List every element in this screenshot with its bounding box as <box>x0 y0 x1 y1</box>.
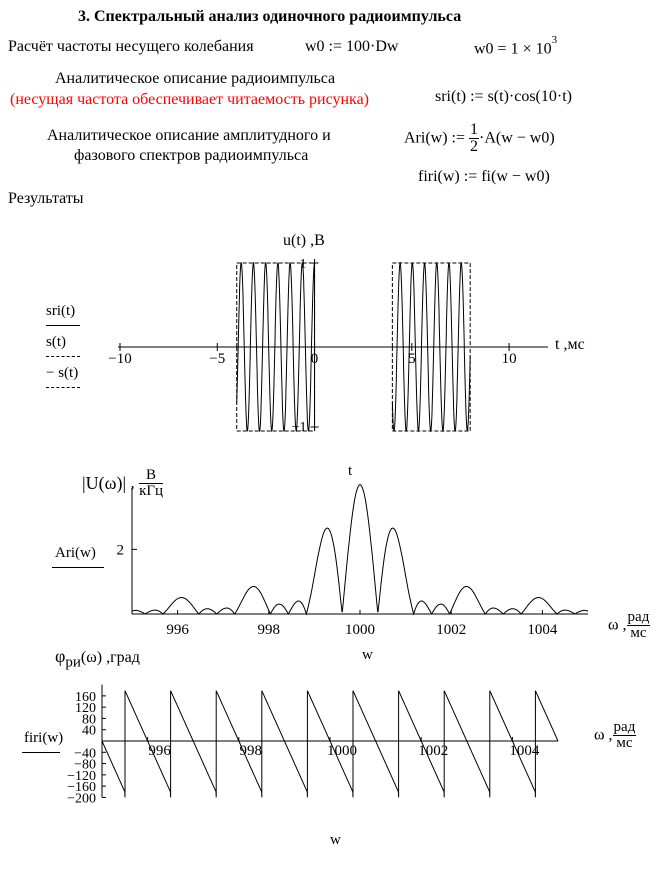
plot3-xtick-label: 1002 <box>418 743 449 759</box>
plot3-phase-spectrum <box>67 685 558 807</box>
plot3-ytick-label: −120 <box>67 768 96 784</box>
plot3-xlabel-prefix: ω , <box>594 726 613 744</box>
plot3-xtick-label: 998 <box>239 743 263 759</box>
results-label: Результаты <box>8 190 84 207</box>
ari-rhs: ·A(w − w0) <box>479 129 555 147</box>
plot2-xlabel-prefix: ω , <box>608 616 627 634</box>
plot2-top-var: t <box>348 463 353 479</box>
plot3-ytick-label: 40 <box>82 723 96 739</box>
plot3-xlabel-den: мс <box>616 735 633 751</box>
spectrum-label-2: фазового спектров радиоимпульса <box>74 147 309 164</box>
plot2-xtick-label: 1000 <box>345 622 375 638</box>
plot1-xtick-label: 5 <box>408 351 416 367</box>
plot1-xtick-label: 10 <box>501 351 517 367</box>
plot2-xlabel-num: рад <box>627 609 650 625</box>
plot2-ytick-label: 2 <box>116 542 124 559</box>
plot1-ytick-label: 1 <box>299 257 307 272</box>
plot3-ytick-label: −40 <box>74 746 96 762</box>
carrier-result-prefix: w0 = 1 × 10 <box>474 40 552 58</box>
plot1-ytick-label: −1 <box>291 420 307 435</box>
firi-formula[interactable]: firi(w) := fi(w − w0) <box>418 168 550 185</box>
plot3-bottom-var: w <box>330 832 341 848</box>
plot2-xtick-label: 996 <box>166 622 189 638</box>
plot2-xlabel-den: мс <box>630 625 647 641</box>
plot3-ylabel-rest: (ω) ,град <box>80 649 140 666</box>
plot3-ylabel-sub: ри <box>65 654 81 671</box>
plot3-ytick-label: 80 <box>82 712 96 728</box>
ari-lhs: Ari(w) := <box>404 129 466 147</box>
plot2-ylabel-num: В <box>139 468 163 484</box>
plot1-legend-s: s(t) <box>46 334 66 350</box>
plot2-ylabel-sep: , <box>130 474 135 492</box>
carrier-label: Расчёт частоты несущего колебания <box>8 38 254 55</box>
plot2-xtick-label: 1004 <box>527 622 558 638</box>
pulse-note: (несущая частота обеспечивает читаемость рисунка) <box>10 91 370 108</box>
plot2-amplitude-spectrum <box>117 485 589 638</box>
spectrum-label-1: Аналитическое описание амплитудного и <box>47 127 331 144</box>
plot2-ylabel: |U(ω)| , $\frac{В}{\text{кГц}}$ <box>82 467 164 499</box>
carrier-def[interactable]: w0 := 100·Dw <box>305 38 399 55</box>
plot3-legend: firi(w) <box>24 730 64 746</box>
plot2-ylabel-abs: U(ω) <box>85 473 123 493</box>
pulse-formula[interactable]: sri(t) := s(t)·cos(10·t) <box>435 88 572 105</box>
plot1-ylabel: u(t) ,В <box>283 232 325 249</box>
plot2-ylabel-den: кГц <box>139 483 164 499</box>
plot3-xtick-label: 1000 <box>327 743 357 759</box>
plot3-xlabel-num: рад <box>613 719 636 735</box>
plot3-ytick-label: −80 <box>74 757 96 773</box>
pulse-label: Аналитическое описание радиоимпульса <box>55 70 336 87</box>
plot3-ytick-label: 120 <box>75 701 96 717</box>
page-title: 3. Спектральный анализ одиночного радиоимпульса <box>78 8 462 25</box>
plot2-bottom-var: w <box>362 647 373 663</box>
ari-num: 1 <box>470 121 479 138</box>
plot1-legend-neg-s: − s(t) <box>46 365 79 381</box>
plot3-ytick-label: 160 <box>75 689 96 705</box>
plot1-legend-sri: sri(t) <box>46 303 76 319</box>
plot3-xtick-label: 996 <box>148 743 171 759</box>
plot1-xtick-label: −10 <box>108 351 132 367</box>
plot3-ytick-label: −160 <box>67 780 96 796</box>
plot2-legend: Ari(w) <box>55 545 96 561</box>
plot1-xlabel: t ,мс <box>555 336 585 353</box>
plot1-time-domain <box>108 257 548 435</box>
plot3-ytick-label: −200 <box>67 791 96 807</box>
plot3-ylabel-phi: φ <box>55 646 66 666</box>
plot1-xtick-label: −5 <box>209 351 226 367</box>
plot2-ari-series <box>132 485 588 614</box>
plot2-xtick-label: 998 <box>257 622 281 638</box>
plot3-xtick-label: 1004 <box>509 743 540 759</box>
plot1-xtick-label: 0 <box>310 351 319 367</box>
ari-den: 2 <box>470 138 479 155</box>
carrier-result-exp: 3 <box>551 34 558 46</box>
plot2-xtick-label: 1002 <box>436 622 467 638</box>
